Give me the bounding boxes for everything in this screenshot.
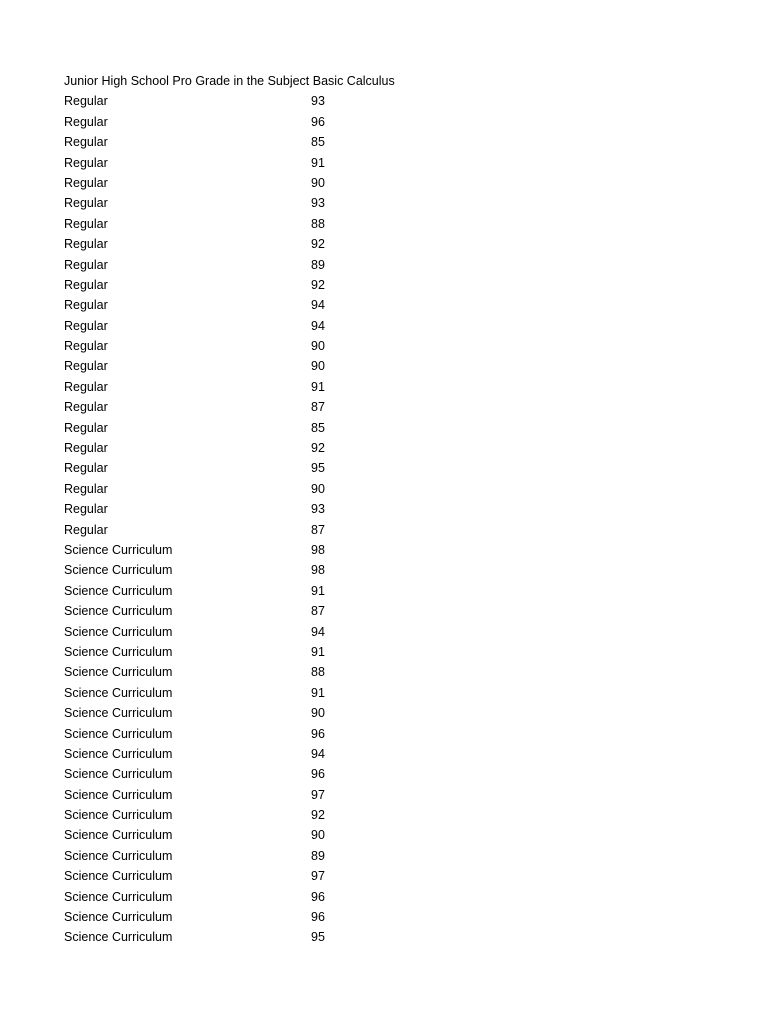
group-cell: Regular xyxy=(64,441,108,456)
data-rows xyxy=(64,91,704,947)
group-cell: Science Curriculum xyxy=(64,542,173,557)
table-row xyxy=(64,642,704,662)
table-row xyxy=(64,622,704,642)
table-row xyxy=(64,499,704,519)
group-cell: Science Curriculum xyxy=(64,624,173,639)
group-cell: Regular xyxy=(64,502,108,517)
group-cell: Science Curriculum xyxy=(64,583,173,598)
table-row xyxy=(64,173,704,193)
score-cell: 90 xyxy=(311,828,325,843)
score-cell: 87 xyxy=(311,522,325,537)
table-row xyxy=(64,581,704,601)
score-cell: 94 xyxy=(311,298,325,313)
score-cell: 90 xyxy=(311,339,325,354)
score-cell: 91 xyxy=(311,379,325,394)
table-row xyxy=(64,438,704,458)
table-row xyxy=(64,377,704,397)
group-cell: Regular xyxy=(64,94,108,109)
score-cell: 87 xyxy=(311,400,325,415)
group-cell: Science Curriculum xyxy=(64,604,173,619)
table-row xyxy=(64,336,704,356)
group-cell: Regular xyxy=(64,318,108,333)
table-row xyxy=(64,418,704,438)
table-row xyxy=(64,662,704,682)
score-cell: 93 xyxy=(311,94,325,109)
score-cell: 97 xyxy=(311,869,325,884)
group-cell: Regular xyxy=(64,461,108,476)
group-cell: Science Curriculum xyxy=(64,828,173,843)
table-row xyxy=(64,560,704,580)
score-cell: 85 xyxy=(311,420,325,435)
table-row xyxy=(64,724,704,744)
group-cell: Science Curriculum xyxy=(64,889,173,904)
table-row xyxy=(64,601,704,621)
group-cell: Science Curriculum xyxy=(64,808,173,823)
table-row xyxy=(64,153,704,173)
group-cell: Regular xyxy=(64,237,108,252)
score-cell: 97 xyxy=(311,787,325,802)
score-cell: 95 xyxy=(311,461,325,476)
group-cell: Regular xyxy=(64,277,108,292)
group-cell: Regular xyxy=(64,522,108,537)
group-cell: Regular xyxy=(64,175,108,190)
table-row xyxy=(64,846,704,866)
score-cell: 93 xyxy=(311,502,325,517)
group-cell: Science Curriculum xyxy=(64,685,173,700)
group-cell: Regular xyxy=(64,339,108,354)
group-cell: Regular xyxy=(64,420,108,435)
table-row xyxy=(64,193,704,213)
group-cell: Science Curriculum xyxy=(64,930,173,945)
table-row xyxy=(64,785,704,805)
score-cell: 90 xyxy=(311,481,325,496)
score-cell: 96 xyxy=(311,726,325,741)
score-cell: 98 xyxy=(311,563,325,578)
table-row xyxy=(64,356,704,376)
table-row xyxy=(64,683,704,703)
group-cell: Science Curriculum xyxy=(64,787,173,802)
group-cell: Science Curriculum xyxy=(64,848,173,863)
table-row xyxy=(64,234,704,254)
table-row xyxy=(64,703,704,723)
group-cell: Regular xyxy=(64,379,108,394)
sheet-title: Junior High School Pro Grade in the Subject Basic Calculus xyxy=(64,74,395,88)
group-cell: Regular xyxy=(64,257,108,272)
table-row xyxy=(64,764,704,784)
table-row xyxy=(64,214,704,234)
score-cell: 85 xyxy=(311,135,325,150)
score-cell: 96 xyxy=(311,767,325,782)
score-cell: 92 xyxy=(311,441,325,456)
score-cell: 96 xyxy=(311,889,325,904)
table-row xyxy=(64,866,704,886)
group-cell: Regular xyxy=(64,114,108,129)
group-cell: Regular xyxy=(64,359,108,374)
score-cell: 91 xyxy=(311,644,325,659)
score-cell: 98 xyxy=(311,542,325,557)
score-cell: 92 xyxy=(311,277,325,292)
score-cell: 91 xyxy=(311,583,325,598)
group-cell: Science Curriculum xyxy=(64,746,173,761)
table-row xyxy=(64,91,704,111)
group-cell: Science Curriculum xyxy=(64,644,173,659)
score-cell: 88 xyxy=(311,216,325,231)
table-row xyxy=(64,316,704,336)
group-cell: Regular xyxy=(64,135,108,150)
score-cell: 93 xyxy=(311,196,325,211)
table-row xyxy=(64,520,704,540)
table-row xyxy=(64,887,704,907)
table-row xyxy=(64,540,704,560)
score-cell: 90 xyxy=(311,359,325,374)
group-cell: Regular xyxy=(64,196,108,211)
table-row xyxy=(64,132,704,152)
group-cell: Regular xyxy=(64,481,108,496)
group-cell: Regular xyxy=(64,298,108,313)
spreadsheet-page xyxy=(64,71,704,948)
group-cell: Science Curriculum xyxy=(64,869,173,884)
score-cell: 94 xyxy=(311,318,325,333)
group-cell: Regular xyxy=(64,400,108,415)
group-cell: Science Curriculum xyxy=(64,767,173,782)
group-cell: Science Curriculum xyxy=(64,910,173,925)
group-cell: Regular xyxy=(64,155,108,170)
score-cell: 95 xyxy=(311,930,325,945)
table-row xyxy=(64,744,704,764)
score-cell: 91 xyxy=(311,685,325,700)
table-row xyxy=(64,275,704,295)
score-cell: 92 xyxy=(311,237,325,252)
score-cell: 90 xyxy=(311,706,325,721)
group-cell: Regular xyxy=(64,216,108,231)
table-row xyxy=(64,825,704,845)
score-cell: 94 xyxy=(311,624,325,639)
score-cell: 88 xyxy=(311,665,325,680)
score-cell: 89 xyxy=(311,257,325,272)
score-cell: 96 xyxy=(311,910,325,925)
table-row xyxy=(64,112,704,132)
group-cell: Science Curriculum xyxy=(64,563,173,578)
table-row xyxy=(64,805,704,825)
score-cell: 91 xyxy=(311,155,325,170)
table-row xyxy=(64,397,704,417)
score-cell: 89 xyxy=(311,848,325,863)
score-cell: 96 xyxy=(311,114,325,129)
group-cell: Science Curriculum xyxy=(64,726,173,741)
group-cell: Science Curriculum xyxy=(64,706,173,721)
table-row xyxy=(64,907,704,927)
table-row xyxy=(64,255,704,275)
table-row xyxy=(64,295,704,315)
score-cell: 92 xyxy=(311,808,325,823)
score-cell: 87 xyxy=(311,604,325,619)
table-row xyxy=(64,479,704,499)
score-cell: 90 xyxy=(311,175,325,190)
table-row xyxy=(64,927,704,947)
table-row xyxy=(64,458,704,478)
score-cell: 94 xyxy=(311,746,325,761)
group-cell: Science Curriculum xyxy=(64,665,173,680)
